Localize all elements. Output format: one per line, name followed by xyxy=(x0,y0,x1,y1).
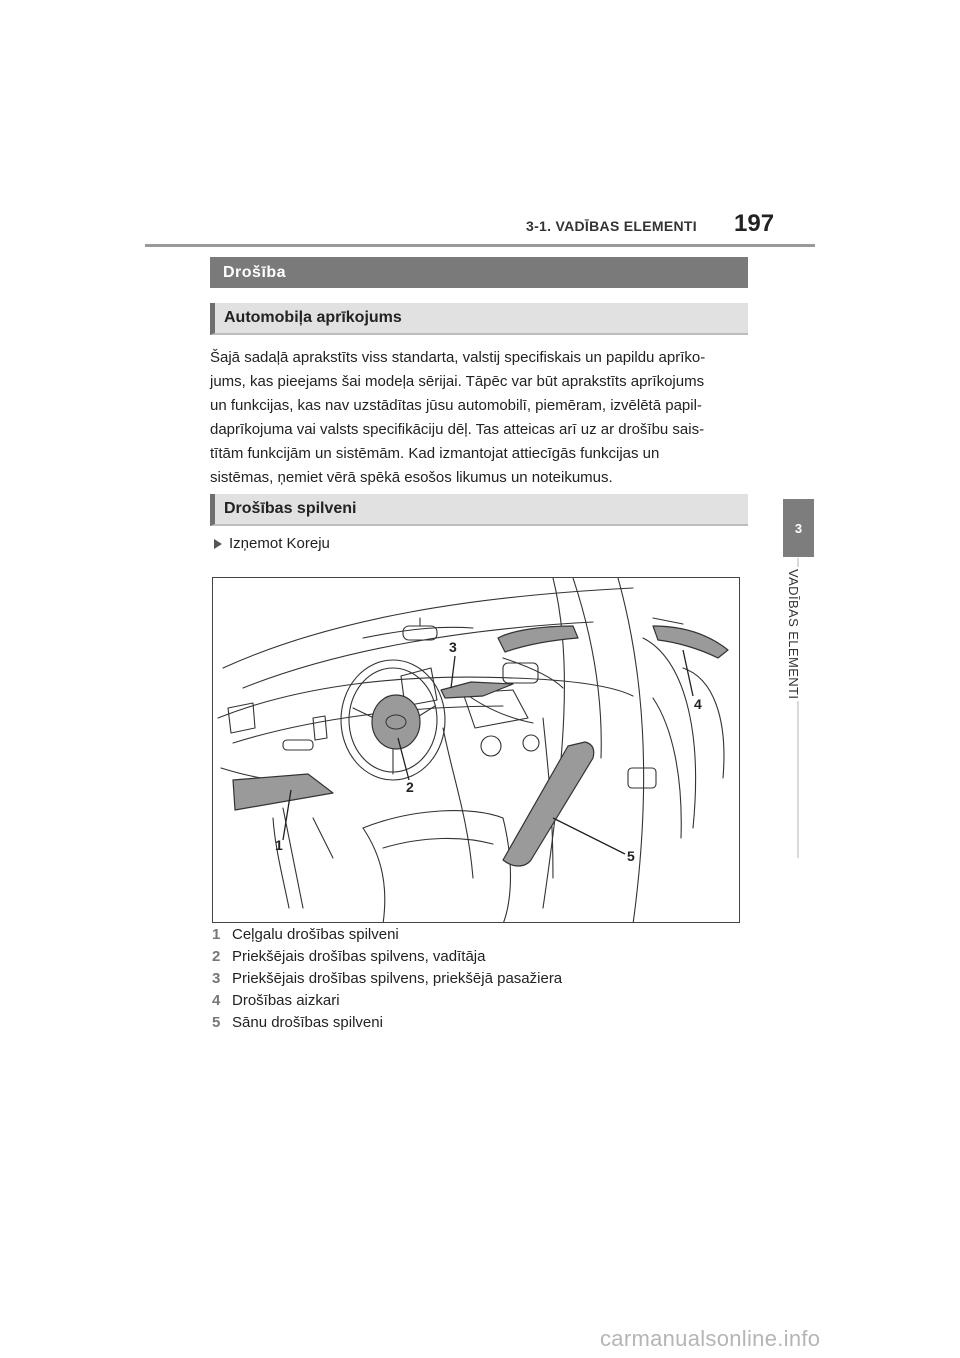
subheading-equipment xyxy=(210,303,748,335)
legend-item xyxy=(212,924,562,946)
triangle-bullet-icon xyxy=(214,539,222,549)
callout-2: 2 xyxy=(406,779,414,795)
running-header-section: 3-1. VADĪBAS ELEMENTI xyxy=(526,218,697,234)
paragraph-line: Šajā sadaļā aprakstīts viss standarta, valstij specifiskais un papildu aprīko- xyxy=(210,349,706,366)
chapter-number: 3 xyxy=(794,520,803,536)
section-heading-text: Drošība xyxy=(223,263,287,281)
legend-number: 5 xyxy=(212,1014,221,1031)
subheading-equipment-text: Automobiļa aprīkojums xyxy=(224,309,402,326)
watermark-link[interactable]: carmanualsonline.info xyxy=(600,1326,821,1351)
airbag-illustration xyxy=(212,577,740,923)
condition-text: Izņemot Koreju xyxy=(229,535,330,552)
legend-text: Drošības aizkari xyxy=(232,992,340,1009)
callout-4: 4 xyxy=(694,696,702,712)
legend-text: Priekšējais drošības spilvens, vadītāja xyxy=(232,948,486,965)
paragraph-line: daprīkojuma vai valsts specifikāciju dēļ. Tas atteicas arī uz ar drošību sais- xyxy=(210,421,705,438)
legend-number: 2 xyxy=(212,948,221,965)
page-number: 197 xyxy=(734,210,775,237)
section-heading xyxy=(210,257,748,288)
subheading-airbags-text: Drošības spilveni xyxy=(224,500,357,517)
legend-number: 3 xyxy=(212,970,221,987)
callout-1: 1 xyxy=(275,837,283,853)
subheading-airbags xyxy=(210,494,748,526)
legend-item xyxy=(212,946,562,968)
legend-number: 1 xyxy=(212,926,221,943)
legend-item xyxy=(212,990,562,1012)
legend-text: Sānu drošības spilveni xyxy=(232,1014,383,1031)
legend-number: 4 xyxy=(212,992,221,1009)
legend-text: Priekšējais drošības spilvens, priekšējā pasažiera xyxy=(232,970,563,987)
header-divider xyxy=(145,244,815,247)
car-interior-drawing xyxy=(213,578,740,923)
driver-airbag-shape xyxy=(372,695,420,749)
intro-paragraph xyxy=(210,346,750,490)
chapter-tab xyxy=(783,499,814,557)
condition-bullet xyxy=(214,535,330,552)
legend-item xyxy=(212,1012,562,1034)
curtain-airbag-shape xyxy=(498,626,578,652)
paragraph-line: tītām funkcijām un sistēmām. Kad izmantojat attiecīgās funkcijas un xyxy=(210,445,660,462)
legend-item xyxy=(212,968,562,990)
knee-airbag-shape xyxy=(233,774,333,810)
callout-5: 5 xyxy=(627,848,635,864)
side-airbag-shape xyxy=(503,742,594,866)
figure-legend xyxy=(212,924,562,1034)
callout-3: 3 xyxy=(449,639,457,655)
legend-text: Ceļgalu drošības spilveni xyxy=(232,926,399,943)
chapter-label: VADĪBAS ELEMENTI xyxy=(786,569,801,700)
paragraph-line: sistēmas, ņemiet vērā spēkā esošos likumus un noteikumus. xyxy=(210,469,613,486)
paragraph-line: jums, kas pieejams šai modeļa sērijai. Tāpēc var būt aprakstīts aprīkojums xyxy=(210,373,705,390)
curtain-airbag-rear-shape xyxy=(653,626,728,658)
paragraph-line: un funkcijas, kas nav uzstādītas jūsu automobilī, piemēram, izvēlētā papil- xyxy=(210,397,702,414)
